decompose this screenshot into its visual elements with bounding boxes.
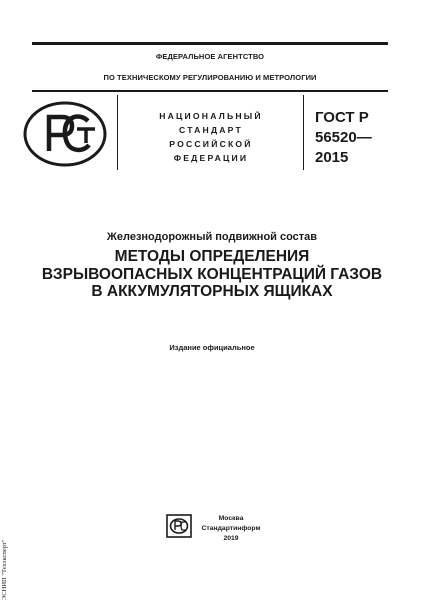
document-subtitle: Железнодорожный подвижной состав [106, 231, 318, 243]
gost-number [315, 108, 372, 168]
gost-line: ГОСТ Р [315, 109, 369, 126]
national-line: НАЦИОНАЛЬНЫЙ [159, 111, 263, 121]
publisher-info [198, 514, 264, 544]
national-line: ФЕДЕРАЦИИ [173, 153, 249, 163]
publisher-line: 2019 [223, 535, 239, 542]
gost-line: 56520— [315, 129, 372, 146]
side-watermark-text: ЭСНИП "Техэксперт" [1, 539, 8, 600]
agency-line-1: ФЕДЕРАЛЬНОЕ АГЕНТСТВО [155, 52, 265, 61]
national-line: РОССИЙСКОЙ [169, 139, 253, 149]
publisher-line: Стандартинформ [201, 525, 261, 532]
national-line: СТАНДАРТ [179, 125, 243, 135]
title-line: ВЗРЫВООПАСНЫХ КОНЦЕНТРАЦИЙ ГАЗОВ [41, 265, 383, 283]
gost-line: 2015 [315, 149, 349, 166]
national-standard-block [130, 109, 292, 165]
publisher-line: Москва [218, 515, 244, 522]
standartinform-icon [166, 514, 192, 538]
side-watermark [1, 524, 10, 600]
document-title [20, 248, 404, 301]
middle-rule [32, 90, 388, 92]
seal-divider [117, 95, 118, 170]
agency-line-2: ПО ТЕХНИЧЕСКОМУ РЕГУЛИРОВАНИЮ И МЕТРОЛОГИИ [103, 73, 317, 82]
gost-divider [303, 95, 304, 170]
rst-seal-logo [22, 99, 108, 169]
title-line: В АККУМУЛЯТОРНЫХ ЯЩИКАХ [91, 283, 333, 300]
edition-label: Издание официальное [169, 343, 255, 352]
top-rule [32, 42, 388, 45]
title-line: МЕТОДЫ ОПРЕДЕЛЕНИЯ [114, 248, 310, 265]
